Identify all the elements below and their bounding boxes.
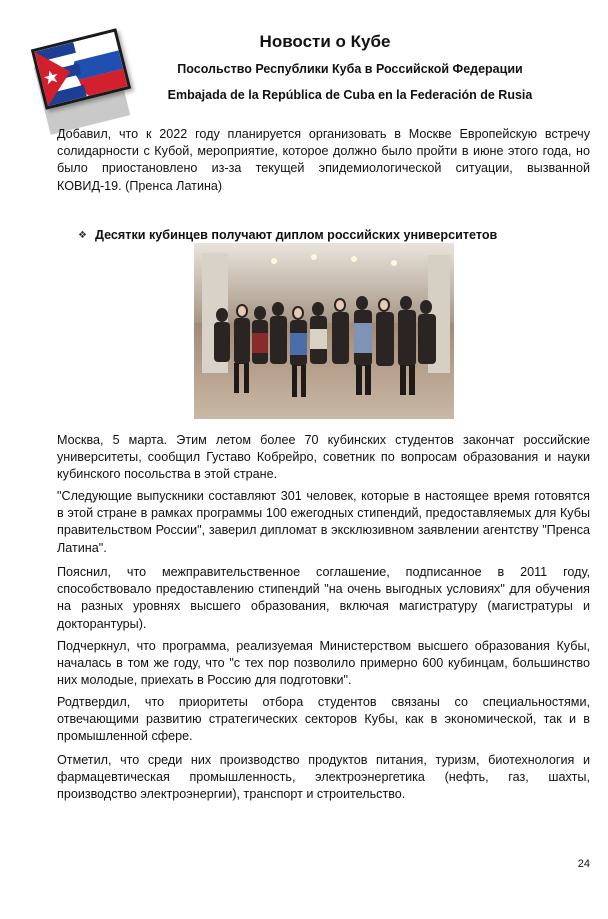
article-paragraph-6: Отметил, что среди них производство продуктов питания, туризм, биотехнология и фармацевтическая промышленность, электроэнергетика (нефть, газ, шахты, производство электроэнергии), транспорт и строительство. [57,753,590,802]
article-headline-row [78,228,497,242]
intro-paragraph: Добавил, что к 2022 году планируется организовать в Москве Европейскую встречу солидарности с Кубой, мероприятие, которое должно было пройти в июне этого года, но было приостановлено из-за текущей эпидемиологической ситуации, вызванной КОВИД-19. (Пренса Латина) [57,127,590,193]
article-headline: Десятки кубинцев получают диплом российских университетов [94,228,498,242]
newsletter-title: Новости о Кубе [259,32,391,51]
embassy-name-es: Embajada de la República de Cuba en la Federación de Rusia [167,88,533,102]
group-photo [194,243,454,419]
diamond-bullet-icon: ❖ [78,229,87,241]
embassy-name-ru: Посольство Республики Куба в Российской Федерации [177,62,523,76]
page-number: 24 [577,858,590,870]
article-paragraph-2: "Следующие выпускники составляют 301 человек, которые в настоящее время готовятся в этой стране в рамках программы 100 ежегодных стипендий, предоставляемых для Кубы правительством России", заверил дипломат в эксклюзивном заявлении агентству "Пренса Латина". [57,489,590,555]
group-photo-graphic [194,243,454,419]
flags-logo [33,28,133,128]
article-paragraph-1: Москва, 5 марта. Этим летом более 70 кубинских студентов закончат российские университеты, сообщил Густаво Кобрейро, советник по вопросам образования и науки кубинского посольства в этой стране. [57,433,590,482]
article-paragraph-5: Родтвердил, что приоритеты отбора студентов связаны со специальностями, отвечающими развитию стратегических секторов Кубы, как в экономической, так и в промышленной сфере. [57,695,590,744]
article-paragraph-3: Пояснил, что межправительственное соглашение, подписанное в 2011 году, способствовало предоставлению стипендий "на очень выгодных условиях" для обучения на разных уровнях высшего образования, включая магистратуру (магистратуры и докторантуры). [57,565,590,631]
article-paragraph-4: Подчеркнул, что программа, реализуемая Министерством высшего образования Кубы, началась в том же году, что "с тех пор позволило примерно 600 кубинцам, большинство них молодые, приехать в Россию для подготовки". [57,639,590,688]
